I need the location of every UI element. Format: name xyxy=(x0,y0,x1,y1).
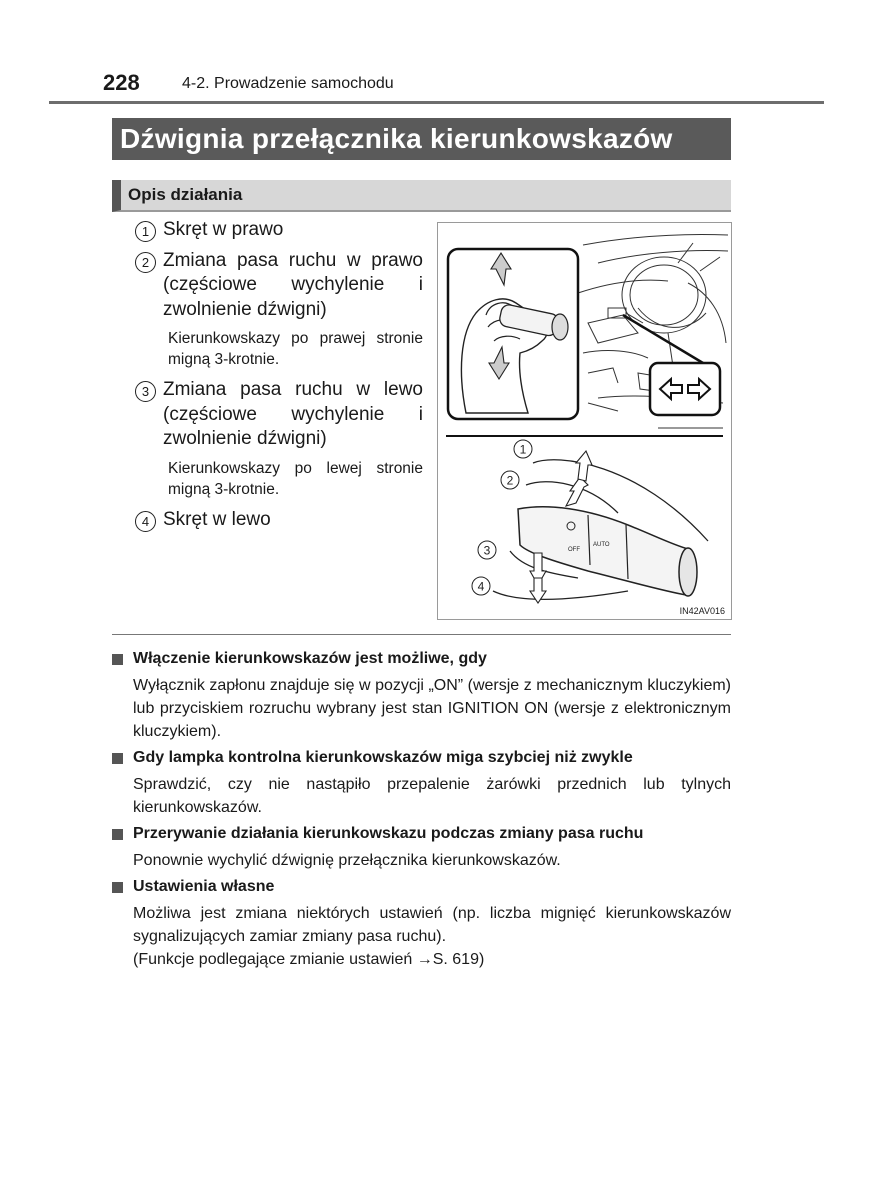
note-body: Ponownie wychylić dźwignię przełącznika kierunkowskazów. xyxy=(133,852,561,869)
page-title: Dźwignia przełącznika kierunkowskazów xyxy=(112,118,731,160)
callout-3: 3 xyxy=(483,543,491,558)
operation-list xyxy=(135,218,423,532)
page-number: 228 xyxy=(103,70,140,95)
item-number: 4 xyxy=(135,511,156,532)
lever-illustration xyxy=(437,222,732,620)
item-note: Kierunkowskazy po lewej stronie migną 3-krotnie. xyxy=(168,459,423,498)
lever-label-auto: AUTO xyxy=(593,542,610,548)
item-text: Zmiana pasa ruchu w prawo (częściowe wychylenie i zwolnienie dźwigni) xyxy=(163,249,423,320)
bullet-square-icon xyxy=(112,654,123,665)
note-body-crossref: (Funkcje podlegające zmianie ustawień →S. 619) xyxy=(133,951,485,968)
list-item xyxy=(135,218,423,243)
note-heading: Gdy lampka kontrolna kierunkowskazów miga szybciej niż zwykle xyxy=(133,749,633,766)
lever-up-arrow-icon xyxy=(566,477,588,506)
item-text: Skręt w prawo xyxy=(163,219,284,240)
note-heading: Przerywanie działania kierunkowskazu podczas zmiany pasa ruchu xyxy=(133,825,644,842)
arc-4 xyxy=(493,591,628,599)
item-text: Skręt w lewo xyxy=(163,508,271,530)
bullet-square-icon xyxy=(112,882,123,893)
note-heading: Ustawienia własne xyxy=(133,878,275,895)
callout-2: 2 xyxy=(506,473,514,488)
item-number: 2 xyxy=(135,252,156,273)
item-text: Zmiana pasa ruchu w lewo (częściowe wychylenie i zwolnienie dźwigni) xyxy=(163,379,423,449)
list-item xyxy=(135,378,423,500)
lever-detail xyxy=(518,507,697,596)
lever-diagram-svg xyxy=(438,223,731,619)
note-block xyxy=(112,648,731,743)
callout-1: 1 xyxy=(519,442,527,457)
figure-code: IN42AV016 xyxy=(679,606,725,616)
note-block xyxy=(112,823,731,872)
pointer-line xyxy=(623,315,703,363)
item-note: Kierunkowskazy po prawej stronie migną 3-krotnie. xyxy=(168,330,423,368)
list-item xyxy=(135,249,423,371)
list-item xyxy=(135,508,423,533)
running-header: 4-2. Prowadzenie samochodu xyxy=(182,75,394,92)
note-block xyxy=(112,747,731,819)
item-number: 3 xyxy=(135,381,156,402)
section-title: Opis działania xyxy=(112,180,731,212)
header-rule xyxy=(49,101,824,104)
bullet-square-icon xyxy=(112,829,123,840)
notes-divider xyxy=(112,634,731,635)
item-number: 1 xyxy=(135,221,156,242)
note-body: Sprawdzić, czy nie nastąpiło przepalenie żarówki przednich lub tylnych kierunkowskazów. xyxy=(133,776,731,816)
callout-4: 4 xyxy=(477,579,485,594)
note-body: Wyłącznik zapłonu znajduje się w pozycji „ON” (wersje z mechanicznym kluczykiem) lub przyciskiem rozruchu wybrany jest stan IGNITION ON (wersje z elektronicznym kluczykiem). xyxy=(133,677,731,740)
hand-inset xyxy=(448,249,578,419)
note-heading: Włączenie kierunkowskazów jest możliwe, gdy xyxy=(133,650,487,667)
lever-label-off: OFF xyxy=(568,547,580,553)
notes-section xyxy=(112,644,731,971)
note-block xyxy=(112,876,731,971)
bullet-square-icon xyxy=(112,753,123,764)
note-body: Możliwa jest zmiana niektórych ustawień (np. liczba mignięć kierunkowskazów sygnalizujących zamiar zmiany pasa ruchu). xyxy=(133,905,731,945)
